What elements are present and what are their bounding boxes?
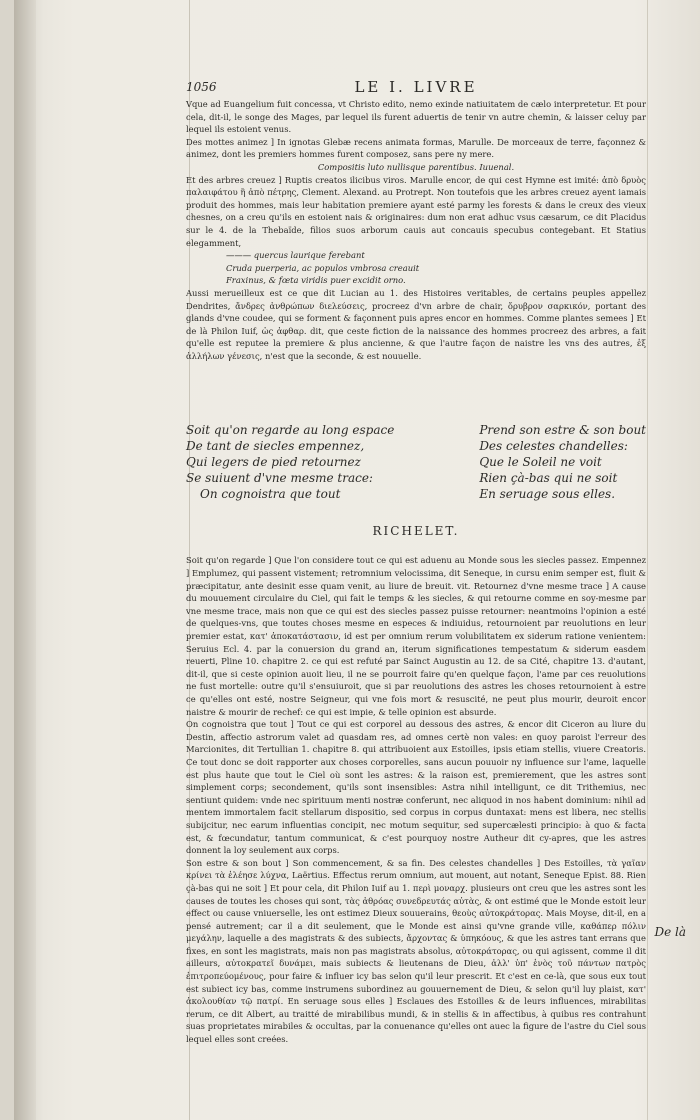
poem-line: Se suiuent d'vne mesme trace:: [186, 471, 373, 486]
poem-line: Rien çà-bas qui ne soit: [479, 471, 618, 486]
statius-verse: [186, 249, 646, 287]
book-title: LE I. LIVRE: [354, 78, 478, 96]
poem-line: Soit qu'on regarde au long espace: [186, 423, 395, 438]
page-content: [186, 78, 646, 1046]
commentary-paragraph: Des mottes animez ] In ignotas Glebæ recens animata formas, Marulle. De morceaux de terre, façonnez & animez, dont les premiers hommes furent composez, sans pere ny mere.: [186, 136, 646, 160]
commentary-top: [186, 98, 646, 362]
commentary-paragraph: Son estre & son bout ] Son commencement, & sa fin. Des celestes chandelles ] Des Estoilles, τὰ γαῖαν κρίνει τὰ ἐλέησε λύχνα, Laërtius. Effectus rerum omnium, aut mouent, aut notant, Seneque Epist. 88. Rien çà-bas qui ne soit ] Et pour cela, dit Philon Iuif au 1. περὶ μοναρχ. plusieurs ont creu que les astres sont les causes de toutes les choses qui sont, τὰς ἀθρόας συνεδρευτάς αὐτὰς, & ont estimé que le Monde estoit leur effect ou cause vniuerselle, les ont estimez Dieux souuerains, θεοὺς αὐτοκράτορας. Mais Moyse, dit-il, en a pensé autrement; car il a dit seulement, que le Monde est ainsi qu'vne grande ville, καθάπερ πόλιν μεγάλην, laquelle a des magistrats & des subiects, ἄρχοντας & ὑπηκόους, & que les astres tant errans que fixes, en sont les magistrats, mais non pas magistrats absolus, αὐτοκράτορας, ou qui agissent, comme il dit ailleurs, αὐτοκρατεῖ δυνάμει, mais subiects & lieutenans de Dieu, ἀλλ' ὑπ' ἑνὸς τοῦ πάντων πατρὸς ἐπιτροπεύομένους, pour faire & influer icy bas selon qu'il leur prescrit. Et c'est en ce-là, que sous eux tout est subiect icy bas, comme instrumens subordinez au gouuernement de Dieu, & selon qu'il luy plaist, κατ' ἀκολουθίαν τῷ πατρί. En seruage sous elles ] Esclaues des Estoilles & de leurs influences, mirabilitas rerum, ce dit Albert, au traitté de mirabilibus mundi, & in stellis & in affectibus, à quibus res contrahunt suas proprietates mirabiles & occultas, par la conuenance qu'elles ont auec la figure de l'astre du Ciel sous lequel elles sont creées.: [186, 857, 646, 1045]
poem-left-column: [186, 422, 394, 502]
catchword: De là: [654, 925, 686, 939]
commentary-paragraph: Et des arbres creuez ] Ruptis creatos ilicibus viros. Marulle encor, de qui cest Hymne est imité: ἀπὸ δρυὸς παλαιφάτου ἢ ἀπὸ πέτρης, Clement. Alexand. au Protrept. Non toutefois que les arbres creuez ayent iamais produit des hommes, mais leur habitation premiere ayant esté parmy les forests & dans le creux des vieux chesnes, on a creu qu'ils en estoient nais & originaires: dum non erat adhuc vsus cæsarum, ce dit Placidus sur le 4. de la Thebaïde, filios suos arborum cauis aut concauis specubus contegebant. Et Statius elegamment,: [186, 174, 646, 248]
poem-line: Des celestes chandelles:: [479, 439, 628, 454]
poem-line: En seruage sous elles.: [479, 487, 616, 502]
poem-stanza: [186, 422, 646, 502]
commentary-bottom: [186, 554, 646, 1045]
fold-line-right: [647, 0, 648, 1120]
poem-line: De tant de siecles empennez,: [186, 439, 365, 454]
commentary-paragraph: On cognoistra que tout ] Tout ce qui est corporel au dessous des astres, & encor dit Ciceron au liure du Destin, affectio astrorum valet ad quasdam res, ad omnes certè non vales: en quoy paroist l'erreur des Marcionites, dit Tertullian 1. chapitre 8. qui attribuoient aux Estoilles, ipsis etiam stellis, viuere Creatoris. Ce tout donc se doit rapporter aux choses corporelles, sans aucun pouuoir ny influence sur l'ame, laquelle est plus haute que tout le Ciel où sont les astres: & la raison est, premierement, que les astres sont simplement corps; secondement, qu'ils sont insensibles: Astra nihil intelligunt, ce dit Trithemius, nec sentiunt quidem: vnde nec spirituum menti nostræ conferunt, nec aliquod in nos habent dominium: nihil ad mentem immortalem facit stellarum dispositio, sed corpus in corpus duntaxat: mens est libera, nec stellis subijcitur, nec earum influentias concipit, nec motum sequitur, sed supercælesti principio: à quo & facta est, & fœcundatur, tantum communicat, & c'est pourquoy nostre Autheur dit cy-apres, que les astres donnent la loy seulement aux corps.: [186, 719, 646, 856]
poem-right-column: [479, 422, 646, 502]
verse-line: Fraxinus, & fœta viridis puer excidit orno.: [226, 275, 406, 286]
poem-line: Prend son estre & son bout: [479, 423, 646, 438]
verse-line: Cruda puerperia, ac populos vmbrosa creauit: [226, 262, 420, 273]
commentary-paragraph: Soit qu'on regarde ] Que l'on considere tout ce qui est aduenu au Monde sous les siecles passez. Empennez ] Emplumez, qui passent vistement; retromnium velocissima, dit Seneque, in cursu enim semper est, fluit & præcipitatur, ante desinit esse quam venit, au liure de breuit. vit. Retournez d'vne mesme trace ] A cause du mouuement circulaire du Ciel, qui fait le temps & les siecles, & qui retourne comme en soy-mesme par vne mesme trace, mais non que ce qui est des siecles passez puisse retourner: neantmoins l'opinion a esté de quelques-vns, que toutes choses mesme en especes & indiuidus, retournoient par reuolutions en leur premier estat, κατ' ἀποκατάστασιν, id est per omnium rerum volubilitatem ex siderum ratione venientem: Seruius Ecl. 4. par la conuersion du grand an, iterum significationes tempestatum & siderum easdem reuerti, Pline 10. chapitre 2. ce qui est refuté par Sainct Augustin au 12. de sa Cité, chapitre 13. d'autant, dit-il, que si ceste opinion auoit lieu, il ne se pourroit faire qu'en quelque façon, l'ame par ces reuolutions ne fust mortelle: outre qu'il s'ensuiuroit, que si par reuolutions des astres les choses retournoient à estre ce qu'elles ont esté, nostre Seigneur, qui vne fois mort & resuscité, ne peut plus mourir, deuroit encor naistre & mourir de rechef: ce qui est impie, & telle opinion est absurde.: [186, 555, 646, 717]
section-heading: RICHELET.: [372, 524, 460, 539]
commentary-paragraph: Vque ad Euangelium fuit concessa, vt Christo edito, nemo exinde natiuitatem de cælo interpretetur. Et pour cela, dit-il, le songe des Mages, par lequel ils furent aduertis de tenir vn autre chemin, & laisser celuy par lequel ils estoient venus.: [186, 99, 646, 135]
folio-number: 1056: [186, 80, 217, 94]
commentary-paragraph: Aussi merueilleux est ce que dit Lucian au 1. des Histoires veritables, de certains peuples appellez Dendrites, ἄνδρες ἀνθρώπων διελεύσεις, procreez d'vn arbre de chair, ὄρυβρον σαρκικόν, portant des glands d'vne coudee, qui se forment & façonnent puis apres encor en hommes. Comme plantes semees ] Et de là Philon Iuif, ὡς ἀφθαρ. dit, que ceste fiction de la naissance des hommes procreez des arbres, a fait qu'elle est reputee la premiere & plus ancienne, & que l'autre façon de naistre les vns des autres, ἐξ ἀλλήλων γένεσις, n'est que la seconde, & est nouuelle.: [186, 287, 646, 361]
gutter-shadow: [14, 0, 36, 1120]
quotation-line: Compositis luto nullisque parentibus. Iuuenal.: [317, 161, 515, 172]
poem-line: Que le Soleil ne voit: [479, 455, 602, 470]
poem-line: On cognoistra que tout: [200, 487, 341, 502]
poem-line: Qui legers de pied retournez: [186, 455, 361, 470]
running-head: [186, 78, 646, 98]
verse-line: ——— quercus laurique ferebant: [226, 250, 365, 261]
